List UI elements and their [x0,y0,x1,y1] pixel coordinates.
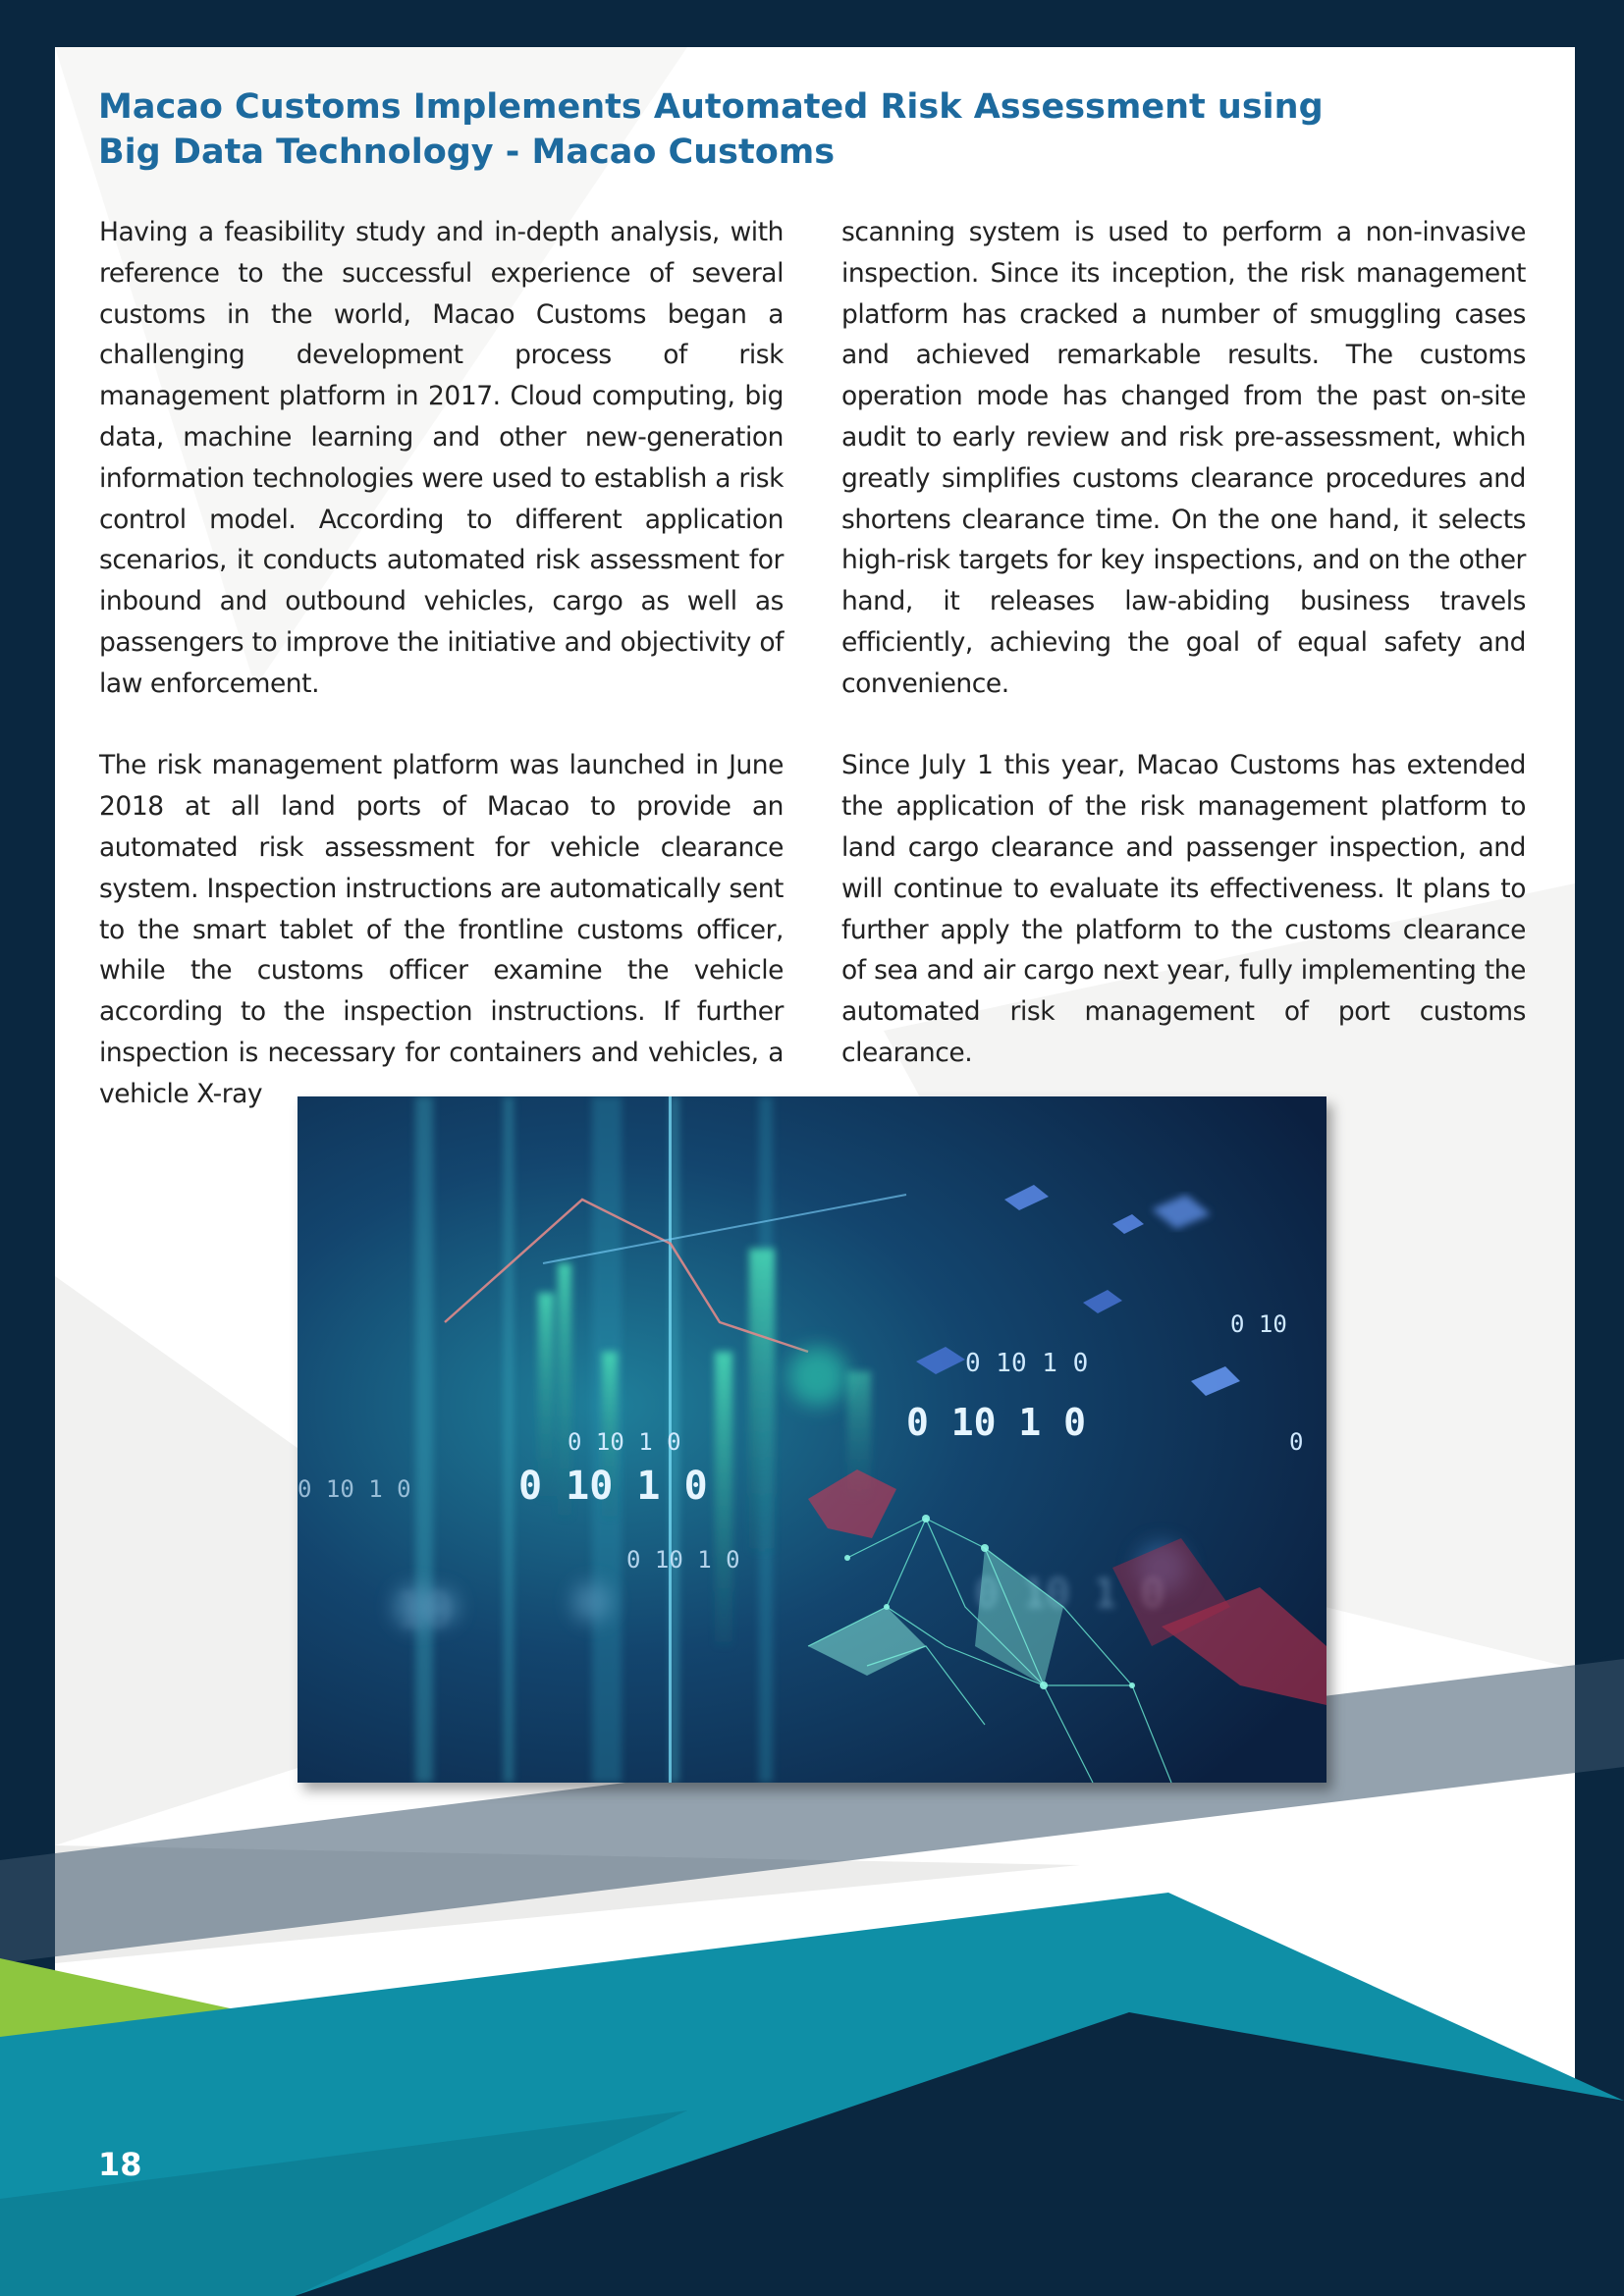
body-column-left [99,212,784,1155]
paragraph: scanning system is used to perform a non-invasive inspection. Since its inception, the risk management platform has cracked a number of smuggling cases and achieved remarkable results. The customs operation mode has changed from the past on-site audit to early review and risk pre-assessment, which greatly simplifies customs clearance procedures and shortens clearance time. On the one hand, it selects high-risk targets for key inspections, and on the other hand, it releases law-abiding business travels efficiently, achieving the goal of equal safety and convenience. [841,217,1526,699]
article-title [98,84,1375,175]
page-number: 18 [98,2146,142,2183]
svg-text:0 10 1 0: 0 10 1 0 [626,1546,740,1574]
article-title-line-2: Big Data Technology - Macao Customs [98,133,836,172]
big-data-graphic [298,1096,1326,1783]
big-data-illustration [298,1096,1326,1783]
paragraph: Having a feasibility study and in-depth analysis, with reference to the successful experience of several customs in the world, Macao Customs began a challenging development process of risk management platform in 2017. Cloud computing, big data, machine learning and other new-generation information technologies were used to establish a risk control model. According to different application scenarios, it conducts automated risk assessment for inbound and outbound vehicles, cargo as well as passengers to improve the initiative and objectivity of law enforcement. [99,217,784,699]
paragraph: Since July 1 this year, Macao Customs has extended the application of the risk management platform to land cargo clearance and passenger inspection, and will continue to evaluate its effectiveness. It plans to further apply the platform to the customs clearance of sea and air cargo next year, fully implementing the automated risk management of port customs clearance. [841,750,1526,1068]
body-column-right [841,212,1526,1115]
svg-text:0 10 1 0: 0 10 1 0 [965,1349,1089,1378]
svg-text:0 10 1 0: 0 10 1 0 [568,1428,681,1456]
svg-text:0 10 1 0: 0 10 1 0 [518,1464,708,1509]
svg-text:0 10: 0 10 [1230,1310,1287,1338]
svg-text:10: 10 [396,1583,453,1638]
svg-text:0 10 1 0: 0 10 1 0 [975,1572,1164,1617]
svg-text:0: 0 [1289,1428,1304,1456]
article-title-line-1: Macao Customs Implements Automated Risk Assessment using [98,87,1324,127]
svg-text:0 10 1 0: 0 10 1 0 [298,1475,411,1503]
svg-text:0 10 1 0: 0 10 1 0 [906,1401,1087,1444]
paragraph: The risk management platform was launched in June 2018 at all land ports of Macao to provide an automated risk assessment for vehicle clearance system. Inspection instructions are automatically sent to the smart tablet of the frontline customs officer, while the customs officer examine the vehicle according to the inspection instructions. If further inspection is necessary for containers and vehicles, a vehicle X-ray [99,750,784,1109]
